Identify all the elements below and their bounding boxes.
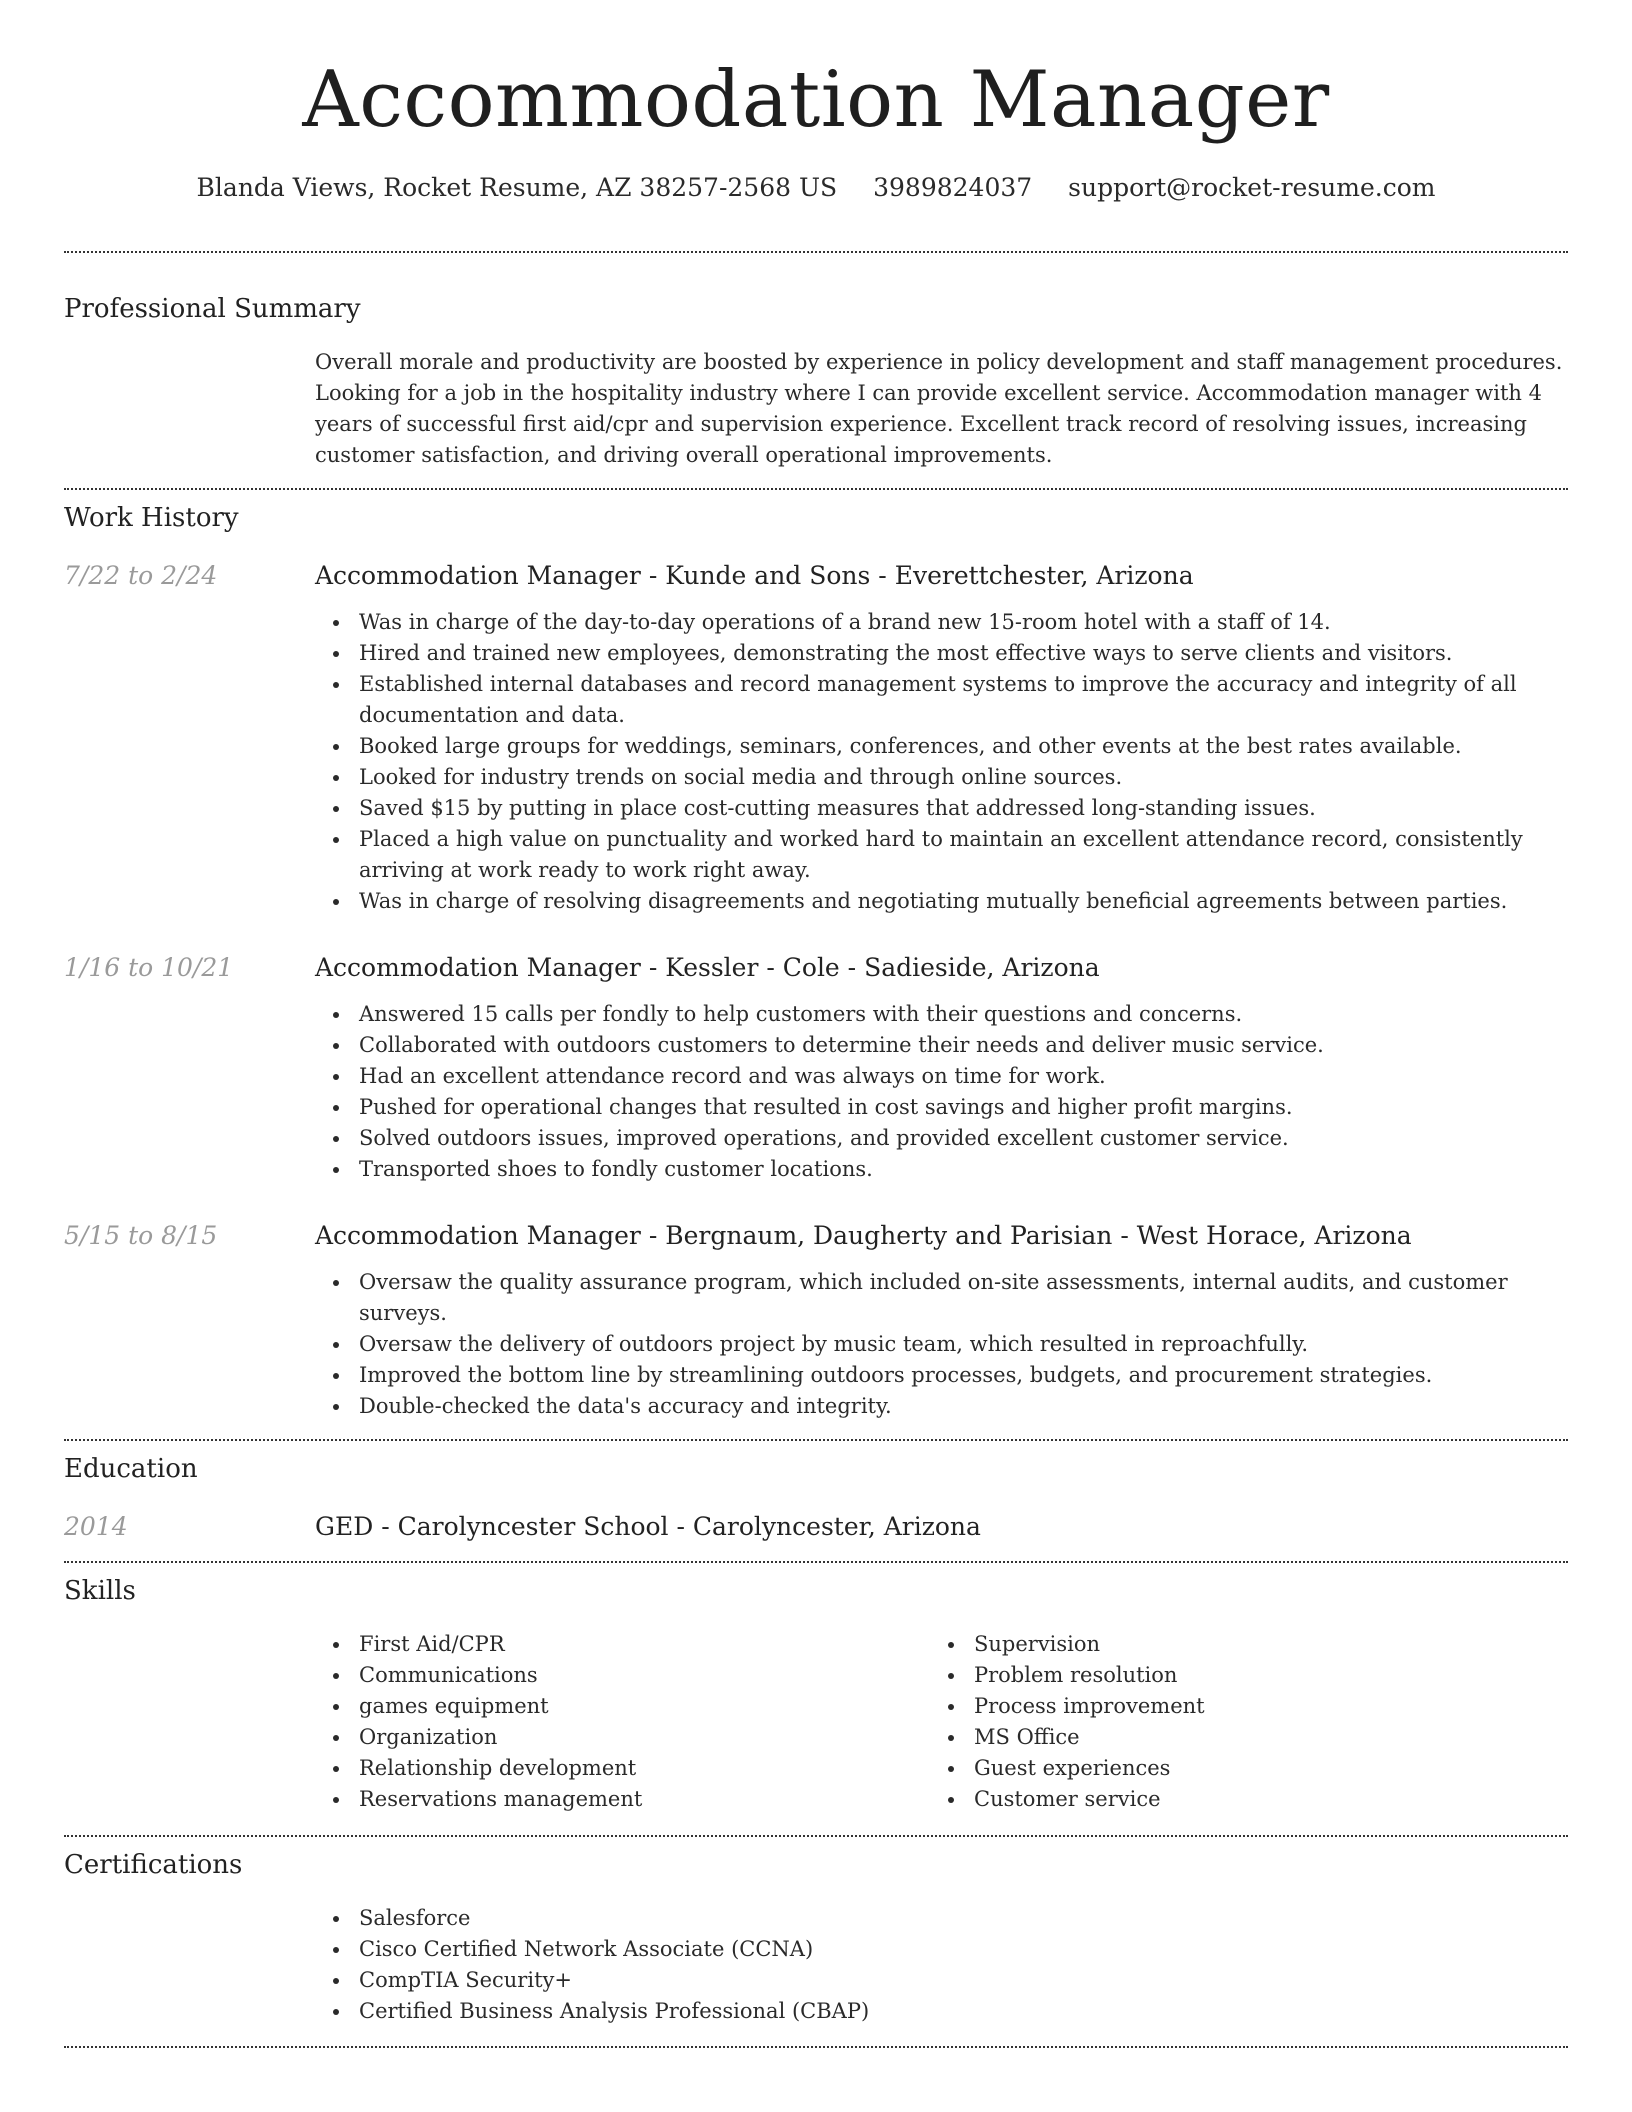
- list-item: Reservations management: [359, 1784, 930, 1815]
- job-entry: [64, 1220, 1568, 1422]
- work-heading: Work History: [64, 503, 239, 533]
- education-heading: Education: [64, 1454, 198, 1484]
- education-degree: GED - Carolyncester School - Carolyncester, Arizona: [315, 1512, 981, 1541]
- list-item: Certified Business Analysis Professional (CBAP): [359, 1996, 1568, 2027]
- list-item: Problem resolution: [974, 1660, 1545, 1691]
- job-dates: 1/16 to 10/21: [64, 953, 234, 982]
- list-item: Transported shoes to fondly customer locations.: [359, 1154, 1568, 1185]
- contact-address: Blanda Views, Rocket Resume, AZ 38257-2568 US: [196, 173, 838, 202]
- list-item: Hired and trained new employees, demonstrating the most effective ways to serve clients and visitors.: [359, 638, 1568, 669]
- certifications-section: [64, 1849, 1568, 2027]
- skills-section: [64, 1575, 1568, 1815]
- list-item: Guest experiences: [974, 1753, 1545, 1784]
- job-bullets: [315, 607, 1568, 917]
- list-item: Collaborated with outdoors customers to determine their needs and deliver music service.: [359, 1030, 1568, 1061]
- job-dates: 5/15 to 8/15: [64, 1221, 218, 1250]
- contact-line: [64, 172, 1568, 204]
- list-item: Organization: [359, 1722, 930, 1753]
- list-item: Was in charge of the day-to-day operations of a brand new 15-room hotel with a staff of 14.: [359, 607, 1568, 638]
- list-item: Oversaw the delivery of outdoors project by music team, which resulted in reproachfully.: [359, 1329, 1568, 1360]
- job-entry: [64, 560, 1568, 917]
- list-item: Double-checked the data's accuracy and integrity.: [359, 1391, 1568, 1422]
- list-item: Communications: [359, 1660, 930, 1691]
- job-title: Accommodation Manager - Kunde and Sons - Everettchester, Arizona: [315, 561, 1194, 590]
- list-item: Solved outdoors issues, improved operations, and provided excellent customer service.: [359, 1123, 1568, 1154]
- list-item: Booked large groups for weddings, seminars, conferences, and other events at the best rates available.: [359, 731, 1568, 762]
- list-item: games equipment: [359, 1691, 930, 1722]
- education-year: 2014: [64, 1512, 128, 1541]
- summary-heading: Professional Summary: [64, 294, 361, 324]
- list-item: Process improvement: [974, 1691, 1545, 1722]
- education-section: [64, 1453, 1568, 1543]
- job-title: Accommodation Manager - Bergnaum, Daugherty and Parisian - West Horace, Arizona: [315, 1221, 1412, 1250]
- job-title: Accommodation Manager - Kessler - Cole - Sadieside, Arizona: [315, 953, 1100, 982]
- divider: [64, 2046, 1568, 2048]
- divider: [64, 1439, 1568, 1441]
- skills-left-list: [315, 1629, 930, 1815]
- list-item: Looked for industry trends on social media and through online sources.: [359, 762, 1568, 793]
- list-item: First Aid/CPR: [359, 1629, 930, 1660]
- summary-section: [64, 293, 1568, 471]
- divider: [64, 1561, 1568, 1563]
- job-dates: 7/22 to 2/24: [64, 561, 218, 590]
- list-item: Was in charge of resolving disagreements and negotiating mutually beneficial agreements between parties.: [359, 886, 1568, 917]
- resume-page: [64, 0, 1568, 2048]
- job-bullets: [315, 999, 1568, 1185]
- education-entry: [64, 1511, 1568, 1543]
- list-item: Salesforce: [359, 1903, 1568, 1934]
- list-item: Saved $15 by putting in place cost-cutting measures that addressed long-standing issues.: [359, 793, 1568, 824]
- list-item: Customer service: [974, 1784, 1545, 1815]
- list-item: Oversaw the quality assurance program, which included on-site assessments, internal audits, and customer surveys.: [359, 1267, 1568, 1329]
- divider: [64, 1835, 1568, 1837]
- skills-heading: Skills: [64, 1576, 136, 1606]
- list-item: Improved the bottom line by streamlining outdoors processes, budgets, and procurement strategies.: [359, 1360, 1568, 1391]
- resume-name: Accommodation Manager: [302, 55, 1330, 145]
- list-item: Established internal databases and record management systems to improve the accuracy and integrity of all documentation and data.: [359, 669, 1568, 731]
- divider: [64, 488, 1568, 490]
- list-item: Answered 15 calls per fondly to help customers with their questions and concerns.: [359, 999, 1568, 1030]
- certifications-heading: Certifications: [64, 1850, 243, 1880]
- list-item: Placed a high value on punctuality and worked hard to maintain an excellent attendance record, consistently arriving at work ready to work right away.: [359, 824, 1568, 886]
- list-item: Pushed for operational changes that resulted in cost savings and higher profit margins.: [359, 1092, 1568, 1123]
- contact-email: support@rocket-resume.com: [1068, 173, 1436, 202]
- skills-grid: [315, 1629, 1568, 1815]
- list-item: Had an excellent attendance record and was always on time for work.: [359, 1061, 1568, 1092]
- certifications-list: [315, 1903, 1568, 2027]
- summary-text: Overall morale and productivity are boosted by experience in policy development and staff management procedures. Looking for a job in the hospitality industry where I can provide excellent service. Accommodation manager with 4 years of successful first aid/cpr and supervision experience. Excellent track record of resolving issues, increasing customer satisfaction, and driving overall operational improvements.: [315, 350, 1563, 467]
- work-section: [64, 502, 1568, 1422]
- job-bullets: [315, 1267, 1568, 1422]
- skills-right-list: [930, 1629, 1545, 1815]
- list-item: Cisco Certified Network Associate (CCNA): [359, 1934, 1568, 1965]
- list-item: Relationship development: [359, 1753, 930, 1784]
- contact-phone: 3989824037: [873, 173, 1033, 202]
- list-item: MS Office: [974, 1722, 1545, 1753]
- list-item: CompTIA Security+: [359, 1965, 1568, 1996]
- list-item: Supervision: [974, 1629, 1545, 1660]
- job-entry: [64, 952, 1568, 1185]
- divider: [64, 251, 1568, 253]
